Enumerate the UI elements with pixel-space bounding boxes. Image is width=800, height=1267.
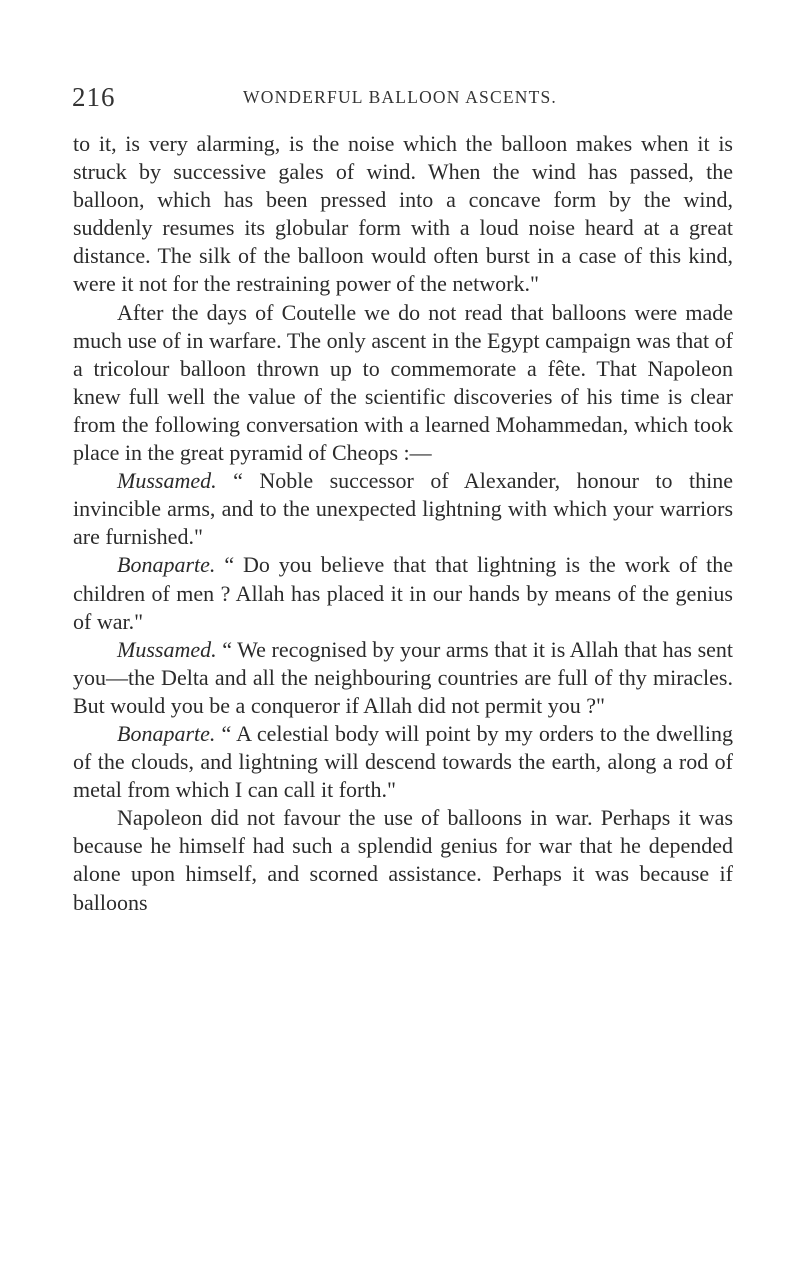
dialogue-text: “ A celestial body will point by my orders to the dwelling of the clouds, and lightning will descend towards the earth, along a rod of metal from which I can call it forth." [73, 720, 734, 803]
paragraph [73, 804, 733, 916]
speaker-name: Bonaparte. [117, 720, 216, 746]
speaker-name: Mussamed. [117, 636, 217, 662]
body-text [73, 130, 733, 917]
dialogue-text: “ Noble successor of Alexander, honour to thine invincible arms, and to the unexpected lightning with which your warriors are furnished." [73, 468, 734, 550]
dialogue-text: “ Do you believe that that lightning is the work of the children of men ? Allah has placed it in our hands by means of the genius of war." [73, 552, 733, 634]
dialogue-paragraph [73, 551, 733, 635]
speaker-name: Mussamed. [117, 468, 217, 494]
dialogue-paragraph [73, 636, 733, 720]
dialogue-paragraph [73, 720, 733, 804]
dialogue-text: “ We recognised by your arms that it is Allah that has sent you—the Delta and all the neighbouring countries are full of thy miracles. But would you be a conqueror if Allah did not permit you ?" [73, 636, 734, 718]
running-head: WONDERFUL BALLOON ASCENTS. [243, 87, 557, 107]
paragraph-text: to it, is very alarming, is the noise which the balloon makes when it is struck by successive gales of wind. When the wind has passed, the balloon, which has been pressed into a concave form by the wind, suddenly resumes its globular form with a loud noise heard at a great distance. The silk of the balloon would often burst in a case of this kind, were it not for the restraining power of the network." [73, 131, 733, 297]
paragraph-text: After the days of Coutelle we do not read that balloons were made much use of in warfare. The only ascent in the Egypt campaign was that of a tricolour balloon thrown up to commemorate a fête. That Napoleon knew full well the value of the scientific discoveries of his time is clear from the following conversation with a learned Mohammedan, which took place in the great pyramid of Cheops :— [73, 299, 733, 466]
dialogue-paragraph [73, 467, 733, 551]
speaker-name: Bonaparte. [117, 552, 216, 578]
page-number: 216 [72, 82, 116, 112]
paragraph-text: Napoleon did not favour the use of balloons in war. Perhaps it was because he himself had such a splendid genius for war that he depended alone upon himself, and scorned assistance. Perhaps it was because if balloons [73, 805, 733, 915]
paragraph-continuation [73, 130, 733, 299]
page-header [72, 82, 732, 112]
paragraph [73, 299, 733, 468]
